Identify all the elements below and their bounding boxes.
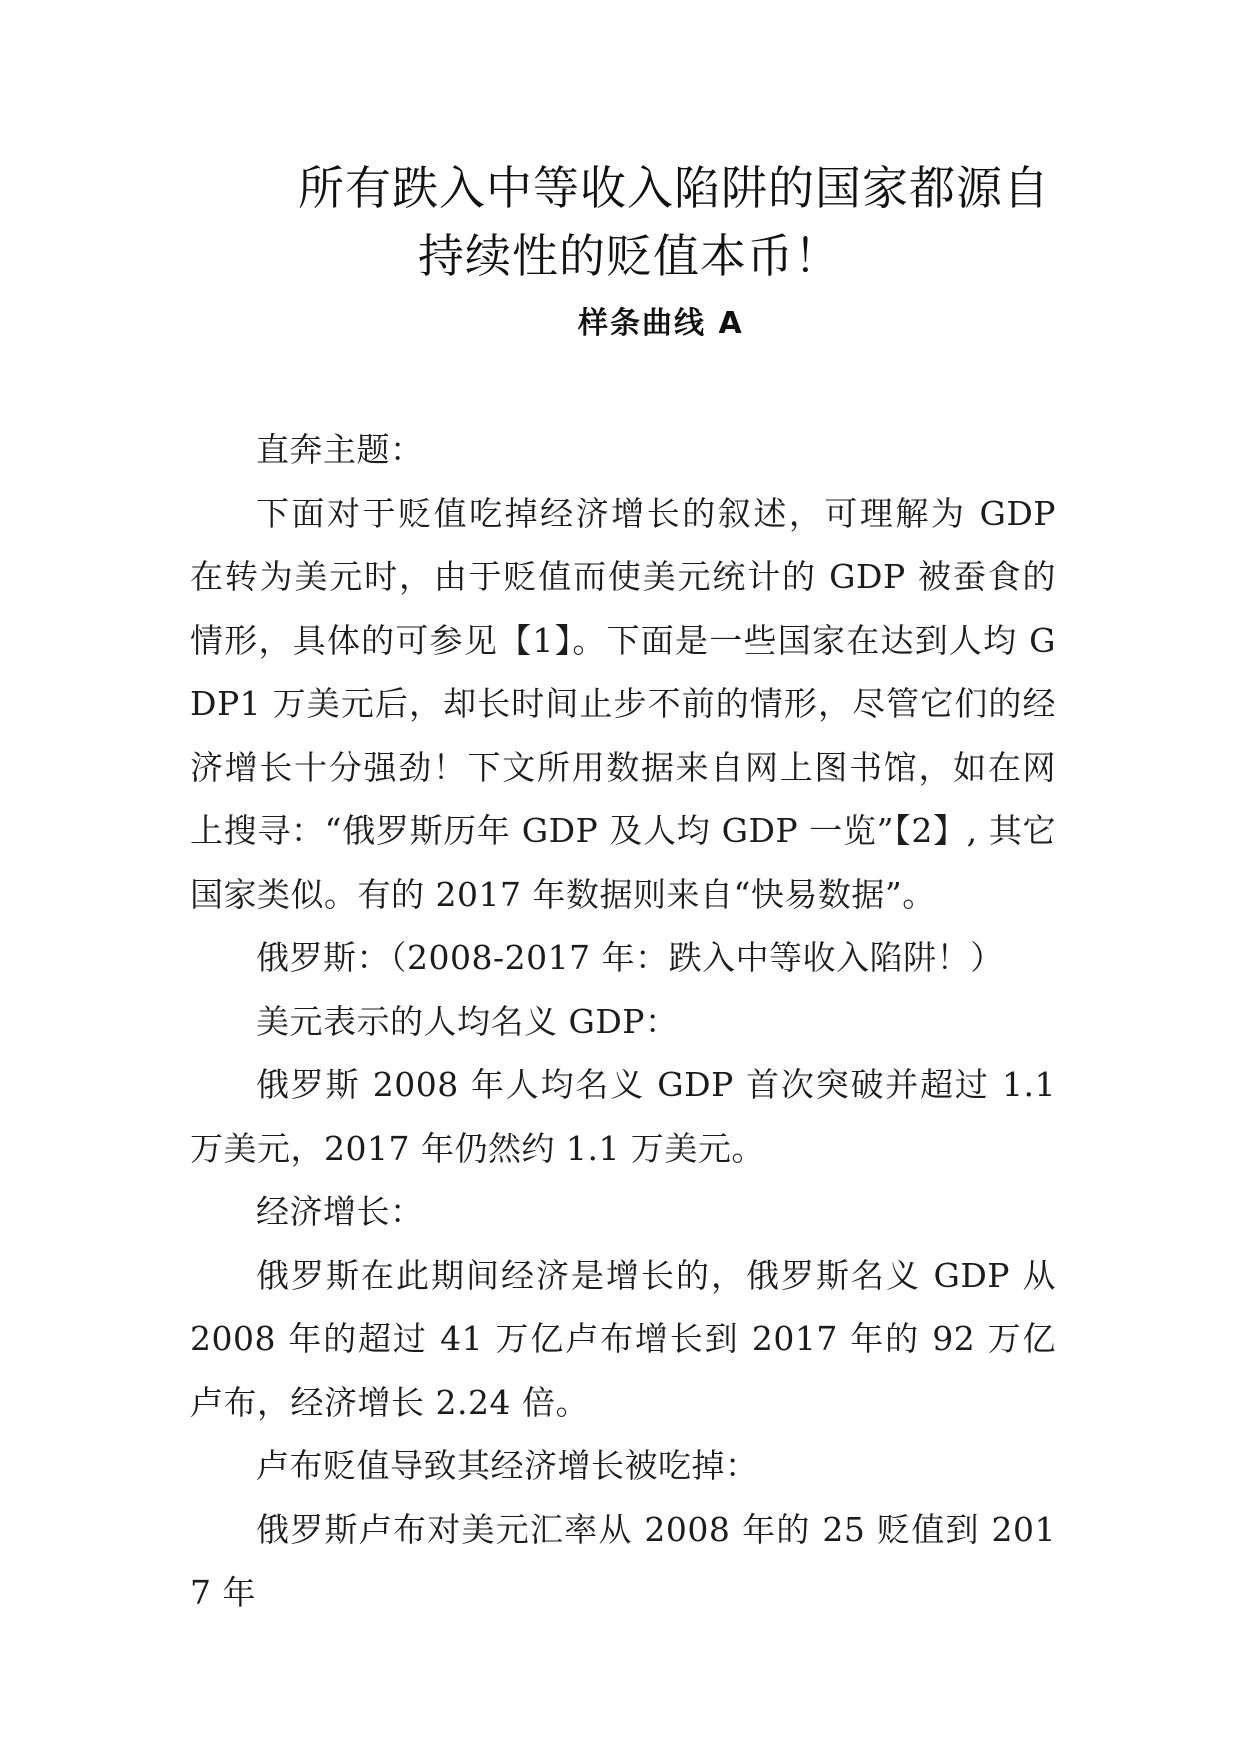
paragraph: 卢布贬值导致其经济增长被吃掉： <box>256 1446 759 1485</box>
article-title-line-1: 所有跌入中等收入陷阱的国家都源自 <box>298 161 1050 215</box>
author-name: 样条曲线 A <box>578 306 744 341</box>
paragraph: 俄罗斯卢布对美元汇率从 2008 年的 25 贬值到 2017 年 <box>190 1509 1056 1612</box>
paragraph: 俄罗斯：（2008-2017 年：跌入中等收入陷阱！） <box>256 938 1004 977</box>
article-title-line-2: 持续性的贬值本币！ <box>418 229 841 283</box>
paragraph: 经济增长： <box>256 1192 424 1231</box>
article-body <box>190 418 1056 1625</box>
paragraph: 美元表示的人均名义 GDP： <box>256 1001 679 1041</box>
paragraph: 下面对于贬值吃掉经济增长的叙述，可理解为 GDP 在转为美元时，由于贬值而使美元统计的 GDP 被蚕食的情形，具体的可参见【1】。下面是一些国家在达到人均 GDP1 万美元后，却长时间止步不前的情形，尽管它们的经济增长十分强劲！下文所用数据来自网上图书馆，如在网上搜寻：“俄罗斯历年 GDP 及人均 GDP 一览”【2】, 其它国家类似。有的 2017 年数据则来自“快易数据”。 <box>190 493 1056 914</box>
paragraph: 俄罗斯在此期间经济是增长的，俄罗斯名义 GDP 从 2008 年的超过 41 万亿卢布增长到 2017 年的 92 万亿卢布，经济增长 2.24 倍。 <box>190 1255 1056 1422</box>
paragraph: 俄罗斯 2008 年人均名义 GDP 首次突破并超过 1.1 万美元，2017 年仍然约 1.1 万美元。 <box>190 1065 1056 1168</box>
paragraph: 直奔主题： <box>256 430 424 469</box>
